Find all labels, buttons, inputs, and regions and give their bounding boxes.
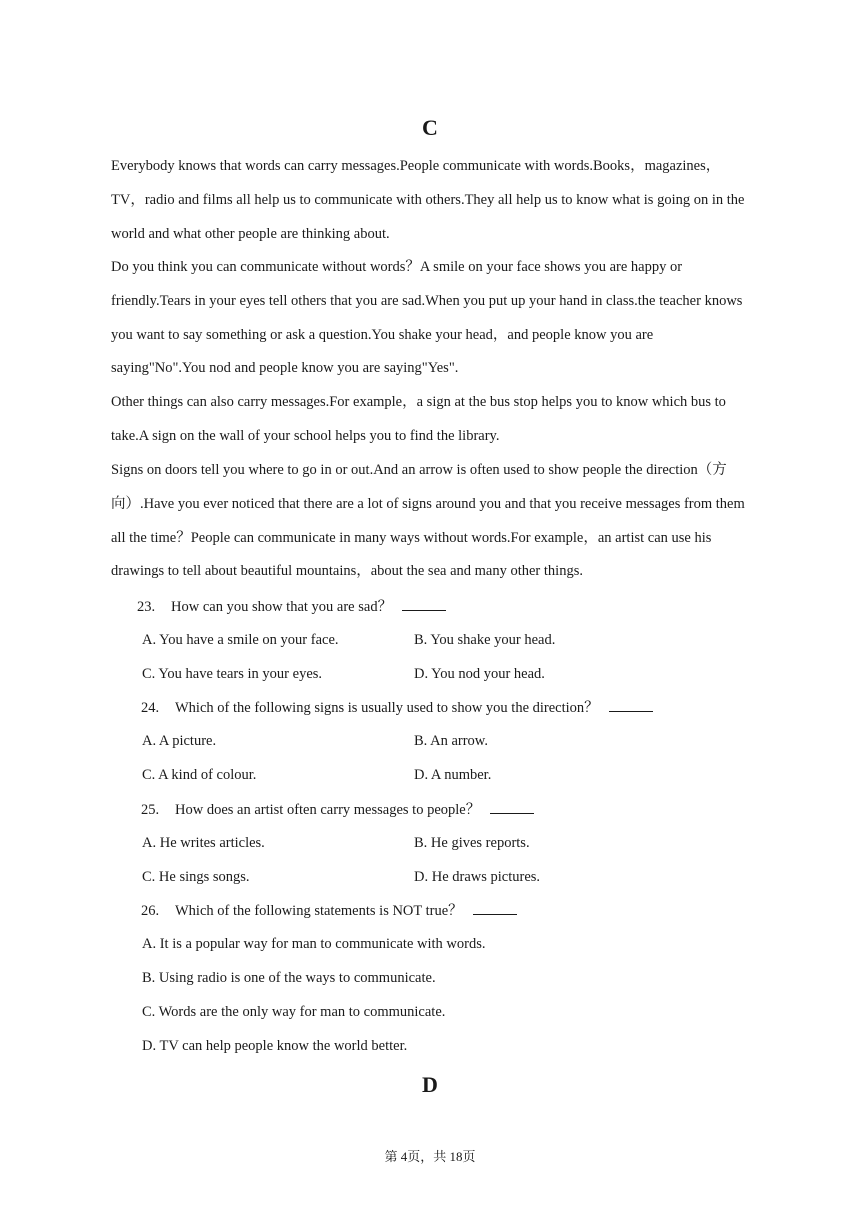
option-d: D. TV can help people know the world better.: [142, 1038, 408, 1054]
section-d-title: D: [422, 1072, 438, 1097]
option-d: D. You nod your head.: [414, 666, 545, 682]
paragraph-4: Signs on doors tell you where to go in or out.And an arrow is often used to show people the direction（方向）.Have you ever noticed that there are a lot of signs around you and that you receive messages from them all the time？People can communicate in many ways without words.For example，an artist can use his drawings to tell about beautiful mountains，about the sea and many other things.: [111, 462, 745, 580]
option-a: A. It is a popular way for man to communicate with words.: [142, 936, 486, 952]
option-d: D. He draws pictures.: [414, 869, 541, 885]
option-d: D. A number.: [414, 767, 492, 783]
option-b: B. You shake your head.: [414, 632, 556, 648]
option-a: A. He writes articles.: [142, 835, 265, 851]
question-text: Which of the following statements is NOT true？: [175, 903, 463, 919]
answer-blank: [473, 900, 517, 915]
paragraph-2: Do you think you can communicate without words？A smile on your face shows you are happy or friendly.Tears in your eyes tell others that you are sad.When you put up your hand in class.the teacher knows you want to say something or ask a question.You shake your head，and people know you are saying"No".You nod and people know you are saying"Yes".: [111, 259, 743, 377]
paragraph-1: Everybody knows that words can carry messages.People communicate with words.Books，magazines，TV，radio and films all help us to communicate with others.They all help us to know what is going on in the world and what other people are thinking about.: [111, 158, 745, 242]
option-b: B. An arrow.: [414, 733, 488, 749]
option-a: A. You have a smile on your face.: [142, 632, 339, 648]
question-text: Which of the following signs is usually used to show you the direction？: [175, 700, 599, 716]
option-c: C. Words are the only way for man to communicate.: [142, 1004, 446, 1020]
question-text: How can you show that you are sad？: [171, 599, 393, 615]
question-number: 25.: [141, 802, 160, 818]
question-24: [141, 697, 653, 718]
question-number: 24.: [141, 700, 160, 716]
option-c: C. He sings songs.: [142, 869, 250, 885]
option-c: C. You have tears in your eyes.: [142, 666, 323, 682]
option-b: B. Using radio is one of the ways to communicate.: [142, 970, 436, 986]
option-c: C. A kind of colour.: [142, 767, 257, 783]
answer-blank: [609, 697, 653, 712]
question-25: [141, 799, 534, 820]
question-text: How does an artist often carry messages to people？: [175, 802, 481, 818]
answer-blank: [402, 596, 446, 611]
section-c-title: C: [422, 115, 438, 140]
question-26: [141, 900, 517, 921]
option-b: B. He gives reports.: [414, 835, 530, 851]
paragraph-3: Other things can also carry messages.For example，a sign at the bus stop helps you to know which bus to take.A sign on the wall of your school helps you to find the library.: [111, 394, 726, 444]
question-number: 26.: [141, 903, 160, 919]
page-footer: 第 4页，共 18页: [384, 1149, 476, 1164]
question-number: 23.: [137, 599, 156, 615]
question-23: [137, 596, 446, 617]
answer-blank: [490, 799, 534, 814]
option-a: A. A picture.: [142, 733, 217, 749]
